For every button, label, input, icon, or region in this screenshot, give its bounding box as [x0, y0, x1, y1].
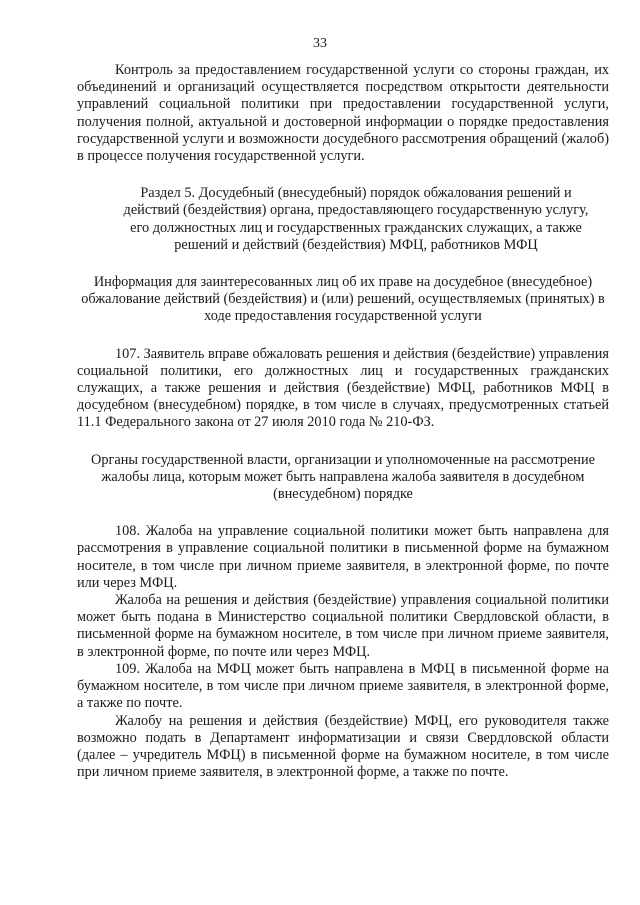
organs-heading: Органы государственной власти, организации и уполномоченные на рассмотрение жалобы лица, которым может быть направлена жалоба заявителя в досудебном (внесудебном) порядке — [91, 451, 595, 503]
paragraph-control: Контроль за предоставлением государственной услуги со стороны граждан, их объединений и организаций осуществляется посредством открытости деятельности управлений социальной политики при предоставлении государственной услуги, получения полной, актуальной и достоверной информации о порядке предоставления государственной услуги и возможности досудебного рассмотрения обращений (жалоб) в процессе получения государственной услуги. — [77, 62, 609, 165]
paragraph-109-founder: Жалобу на решения и действия (бездействие) МФЦ, его руководителя также возможно подать в Департамент информатизации и связи Свердловской области (далее – учредитель МФЦ) в письменной форме на бумажном носителе, в том числе при личном приеме заявителя, в электронной форме, а также по почте. — [77, 712, 609, 781]
paragraph-108-ministry: Жалоба на решения и действия (бездействие) управления социальной политики может быть подана в Министерство социальной политики Свердловской области, в письменной форме на бумажном носителе, в том числе при личном приеме заявителя, в электронной форме, по почте или через МФЦ. — [77, 592, 609, 660]
page-number: 33 — [313, 36, 327, 51]
page-body — [77, 62, 609, 781]
paragraph-107: 107. Заявитель вправе обжаловать решения и действия (бездействие) управления социальной политики, его должностных лиц и государственных гражданских служащих, а также решения и действия (бездействие) МФЦ, работников МФЦ в досудебном (внесудебном) порядке, в том числе в случаях, предусмотренных статьей 11.1 Федерального закона от 27 июля 2010 года № 210-ФЗ. — [77, 345, 609, 431]
section-5-heading: Раздел 5. Досудебный (внесудебный) порядок обжалования решений и действий (бездействия) органа, предоставляющего государственную услугу, его должностных лиц и государственных гражданских служащих, а также решений и действий (бездействия) МФЦ, работников МФЦ — [123, 185, 589, 253]
paragraph-109: 109. Жалоба на МФЦ может быть направлена в МФЦ в письменной форме на бумажном носителе, в том числе при личном приеме заявителя, в электронной форме, а также по почте. — [77, 660, 609, 712]
paragraph-108: 108. Жалоба на управление социальной политики может быть направлена для рассмотрения в управление социальной политики в письменной форме на бумажном носителе, в том числе при личном приеме заявителя, в электронной форме, по почте или через МФЦ. — [77, 523, 609, 591]
info-heading: Информация для заинтересованных лиц об их праве на досудебное (внесудебное) обжалование действий (бездействия) и (или) решений, осуществляемых (принятых) в ходе предоставления государственной услуги — [81, 274, 605, 325]
